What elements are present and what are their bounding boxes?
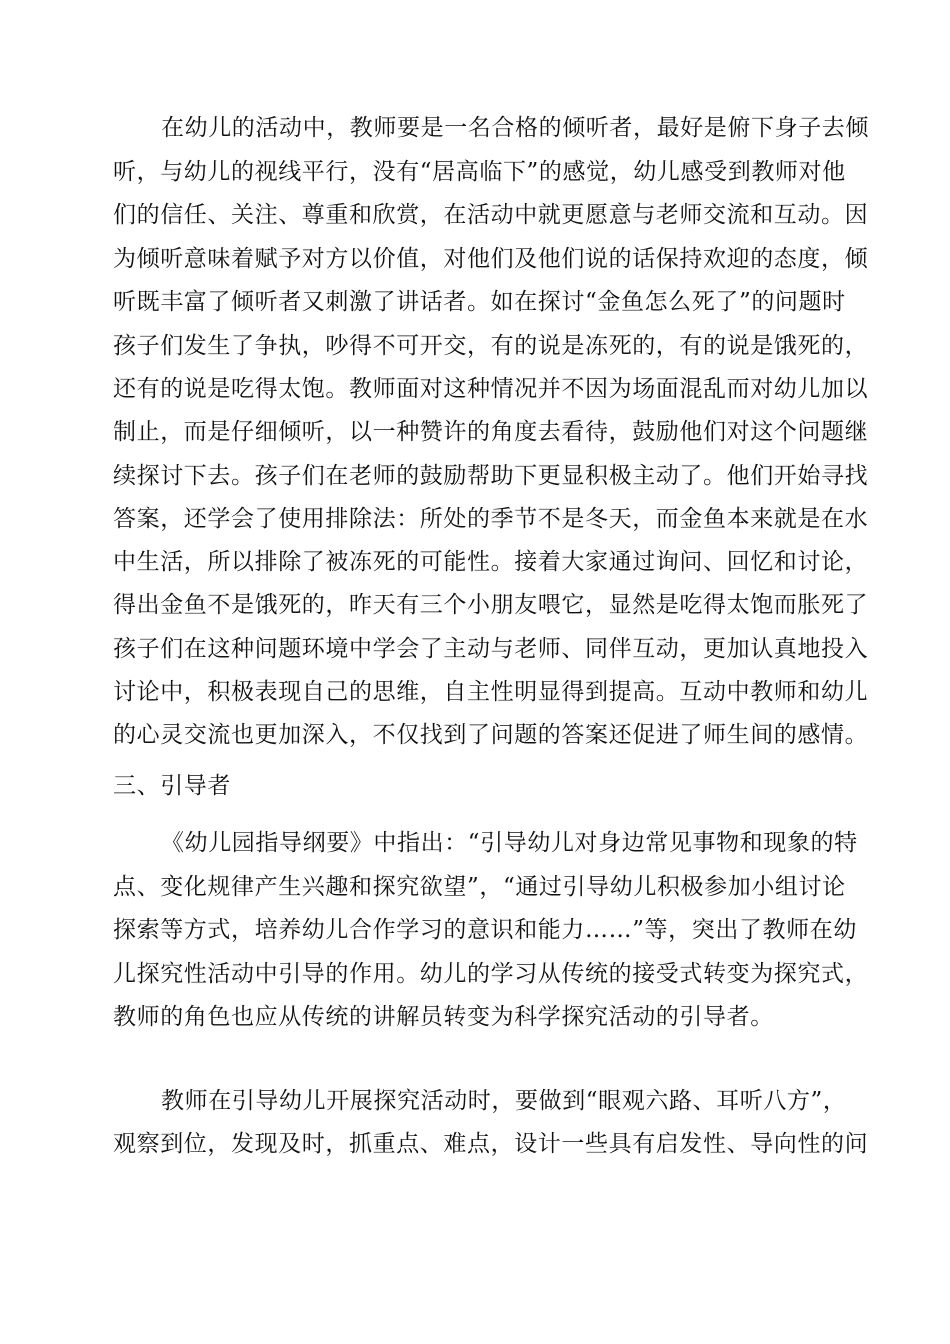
text-line: 教师在引导幼儿开展探究活动时，要做到“眼观六路、耳听八方”， — [161, 1088, 847, 1114]
text-line: 听，与幼儿的视线平行，没有“居高临下”的感觉，幼儿感受到教师对他 — [113, 159, 846, 185]
text-line: 还有的说是吃得太饱。教师面对这种情况并不因为场面混乱而对幼儿加以 — [113, 376, 869, 402]
text-line: 讨论中，积极表现自己的思维，自主性明显得到提高。互动中教师和幼儿 — [113, 679, 869, 705]
text-line: 得出金鱼不是饿死的，昨天有三个小朋友喂它，显然是吃得太饱而胀死了 — [113, 592, 869, 618]
text-line: 儿探究性活动中引导的作用。幼儿的学习从传统的接受式转变为探究式， — [113, 961, 869, 987]
text-line: 教师的角色也应从传统的讲解员转变为科学探究活动的引导者。 — [113, 1004, 774, 1030]
text-line: 的心灵交流也更加深入，不仅找到了问题的答案还促进了师生间的感情。 — [113, 722, 869, 748]
text-line: 探索等方式，培养幼儿合作学习的意识和能力……”等，突出了教师在幼 — [113, 917, 857, 943]
text-line: 续探讨下去。孩子们在老师的鼓励帮助下更显积极主动了。他们开始寻找 — [113, 463, 869, 489]
text-line: 听既丰富了倾听者又刺激了讲话者。如在探讨“金鱼怎么死了”的问题时 — [113, 289, 846, 315]
text-line: 为倾听意味着赋予对方以价值，对他们及他们说的话保持欢迎的态度，倾 — [113, 246, 869, 272]
text-line: 《幼儿园指导纲要》中指出：“引导幼儿对身边常见事物和现象的特 — [161, 830, 858, 856]
text-line: 孩子们在这种问题环境中学会了主动与老师、同伴互动，更加认真地投入 — [113, 636, 869, 662]
text-line: 们的信任、关注、尊重和欣赏，在活动中就更愿意与老师交流和互动。因 — [113, 202, 869, 228]
text-line: 孩子们发生了争执，吵得不可开交，有的说是冻死的，有的说是饿死的， — [113, 333, 869, 359]
section-heading: 三、引导者 — [113, 773, 231, 799]
text-line: 答案，还学会了使用排除法：所处的季节不是冬天，而金鱼本来就是在水 — [113, 506, 869, 532]
text-line: 点、变化规律产生兴趣和探究欲望”，“通过引导幼儿积极参加小组讨论 — [113, 874, 846, 900]
text-line: 观察到位，发现及时，抓重点、难点，设计一些具有启发性、导向性的问 — [113, 1131, 869, 1157]
text-line: 在幼儿的活动中，教师要是一名合格的倾听者，最好是俯下身子去倾 — [161, 115, 869, 141]
text-line: 中生活，所以排除了被冻死的可能性。接着大家通过询问、回忆和讨论， — [113, 549, 869, 575]
text-line: 制止，而是仔细倾听，以一种赞许的角度去看待，鼓励他们对这个问题继 — [113, 419, 869, 445]
